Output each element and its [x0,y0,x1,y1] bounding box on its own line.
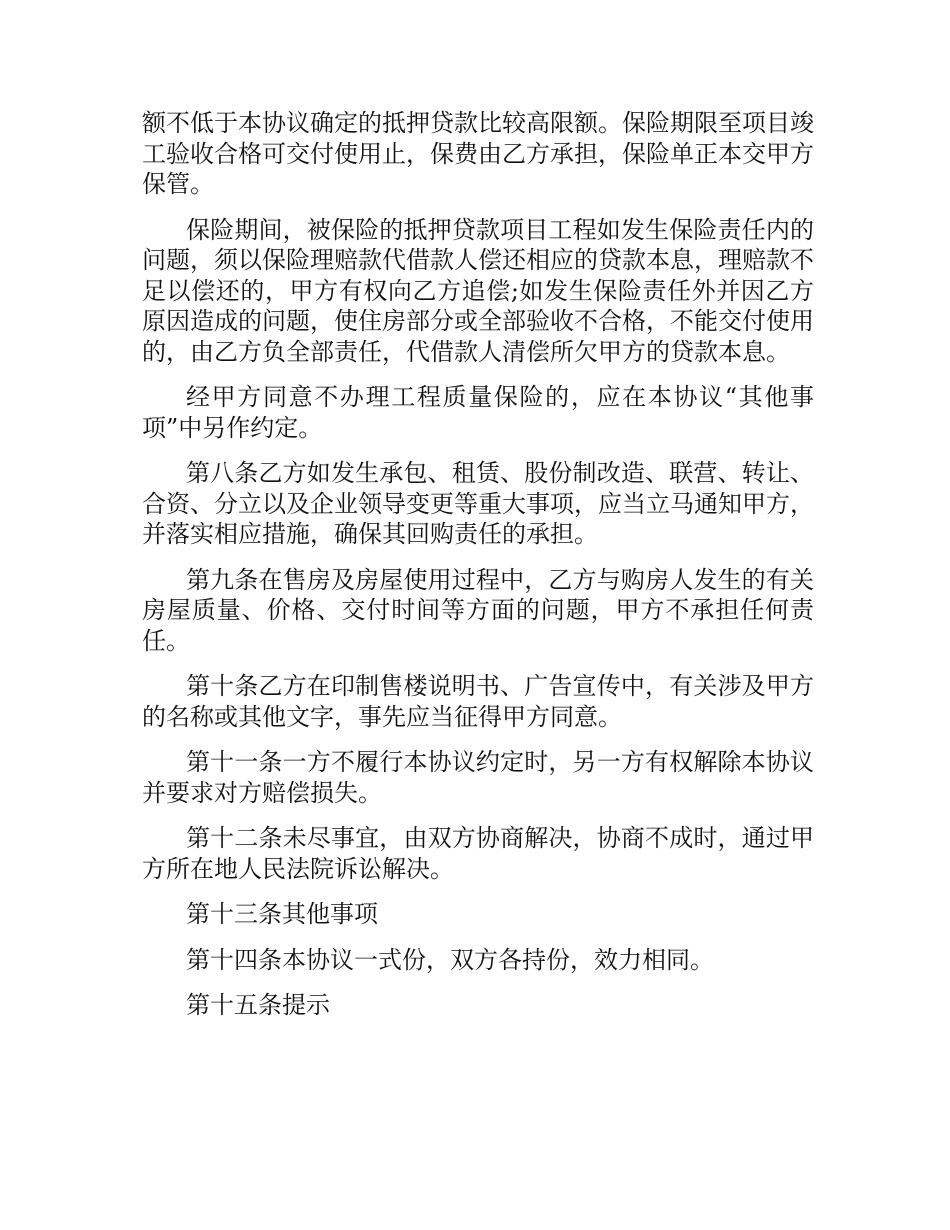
paragraph-article-12: 第十二条未尽事宜，由双方协商解决，协商不成时，通过甲方所在地人民法院诉讼解决。 [142,824,814,883]
paragraph-article-13: 第十三条其他事项 [186,900,378,928]
paragraph-article-10: 第十条乙方在印制售楼说明书、广告宣传中，有关涉及甲方的名称或其他文字，事先应当征得甲方同意。 [142,672,814,731]
paragraph-article-14: 第十四条本协议一式份，双方各持份，效力相同。 [186,945,714,974]
paragraph-article-11: 第十一条一方不履行本协议约定时，另一方有权解除本协议并要求对方赔偿损失。 [142,748,814,807]
document-body [142,108,814,1036]
paragraph-article-15: 第十五条提示 [186,991,330,1019]
paragraph-insurance-period: 保险期间，被保险的抵押贷款项目工程如发生保险责任内的问题，须以保险理赔款代借款人偿还相应的贷款本息，理赔款不足以偿还的，甲方有权向乙方追偿;如发生保险责任外并因乙方原因造成的问题，使住房部分或全部验收不合格，不能交付使用的，由乙方负全部责任，代借款人清偿所欠甲方的贷款本息。 [142,215,814,366]
paragraph-insurance-terms: 额不低于本协议确定的抵押贷款比较高限额。保险期限至项目竣工验收合格可交付使用止，保费由乙方承担，保险单正本交甲方保管。 [142,109,814,198]
paragraph-article-9: 第九条在售房及房屋使用过程中，乙方与购房人发生的有关房屋质量、价格、交付时间等方面的问题，甲方不承担任何责任。 [142,565,814,655]
paragraph-article-8: 第八条乙方如发生承包、租赁、股份制改造、联营、转让、合资、分立以及企业领导变更等重大事项，应当立马通知甲方，并落实相应措施，确保其回购责任的承担。 [142,459,814,548]
paragraph-no-insurance: 经甲方同意不办理工程质量保险的，应在本协议“其他事项”中另作约定。 [142,383,814,442]
